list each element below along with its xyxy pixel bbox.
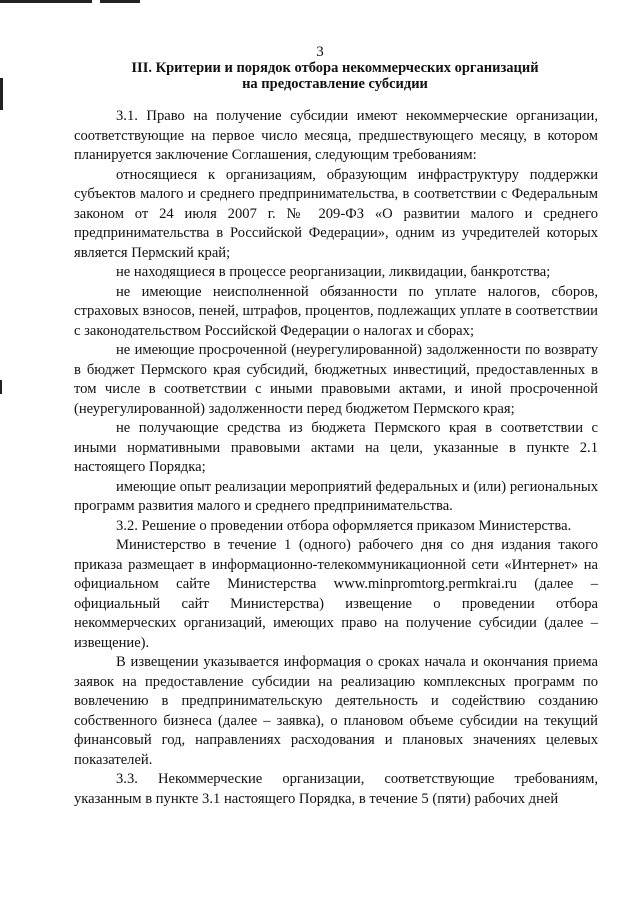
scan-edge-mark	[100, 0, 140, 3]
scan-edge-mark	[0, 78, 3, 110]
paragraph: не получающие средства из бюджета Пермского края в соответствии с иными нормативными правовыми актами на цели, указанные в пункте 2.1 настоящего Порядка;	[74, 420, 598, 475]
paragraph: 3.1. Право на получение субсидии имеют некоммерческие организации, соответствующие на первое число месяца, предшествующего месяцу, в котором планируется заключение Соглашения, следующим требованиям:	[74, 108, 598, 163]
paragraph: имеющие опыт реализации мероприятий федеральных и (или) региональных программ развития малого и среднего предпринимательства.	[74, 478, 598, 514]
page-number: 3	[316, 44, 324, 60]
section-heading	[70, 60, 600, 92]
section-heading-line1: III. Критерии и порядок отбора некоммерческих организаций	[131, 60, 539, 76]
scan-edge-mark	[0, 0, 92, 3]
paragraph: В извещении указывается информация о сроках начала и окончания приема заявок на предоставление субсидии на реализацию комплексных программ по вовлечению в предпринимательскую деятельность и содействию созданию собственного бизнеса (далее – заявка), о плановом объеме субсидии на текущий финансовый год, направлениях расходования и плановых значениях целевых показателей.	[74, 654, 598, 768]
paragraph: Министерство в течение 1 (одного) рабочего дня со дня издания такого приказа размещает в информационно-телекоммуникационной сети «Интернет» на официальном сайте Министерства www.minpromtorg.permkrai.ru (далее – официальный сайт Министерства) извещение о проведении отбора некоммерческих организаций, имеющих право на получение субсидии (далее – извещение).	[74, 537, 598, 651]
paragraph: 3.3. Некоммерческие организации, соответствующие требованиям, указанным в пункте 3.1 настоящего Порядка, в течение 5 (пяти) рабочих дней	[74, 771, 598, 807]
section-heading-line2: на предоставление субсидии	[242, 76, 428, 92]
paragraph: не имеющие неисполненной обязанности по уплате налогов, сборов, страховых взносов, пеней, штрафов, процентов, подлежащих уплате в соответствии с законодательством Российской Федерации о налогах и сборах;	[74, 283, 598, 339]
paragraph: относящиеся к организациям, образующим инфраструктуру поддержки субъектов малого и среднего предпринимательства, в соответствии с Федеральным законом от 24 июля 2007 г. № 209-ФЗ «О развитии малого и среднего предпринимательства в Российской Федерации», одним из учредителей которых является Пермский край;	[74, 166, 598, 261]
paragraph: 3.2. Решение о проведении отбора оформляется приказом Министерства.	[116, 517, 572, 534]
paragraph: не находящиеся в процессе реорганизации, ликвидации, банкротства;	[116, 264, 551, 280]
paragraph: не имеющие просроченной (неурегулированной) задолженности по возврату в бюджет Пермского края субсидий, бюджетных инвестиций, предоставленных в том числе в соответствии с иными правовыми актами, и иной просроченной (неурегулированной) задолженности перед бюджетом Пермского края;	[74, 342, 598, 417]
body-text	[74, 107, 598, 809]
scan-edge-mark	[0, 380, 2, 394]
